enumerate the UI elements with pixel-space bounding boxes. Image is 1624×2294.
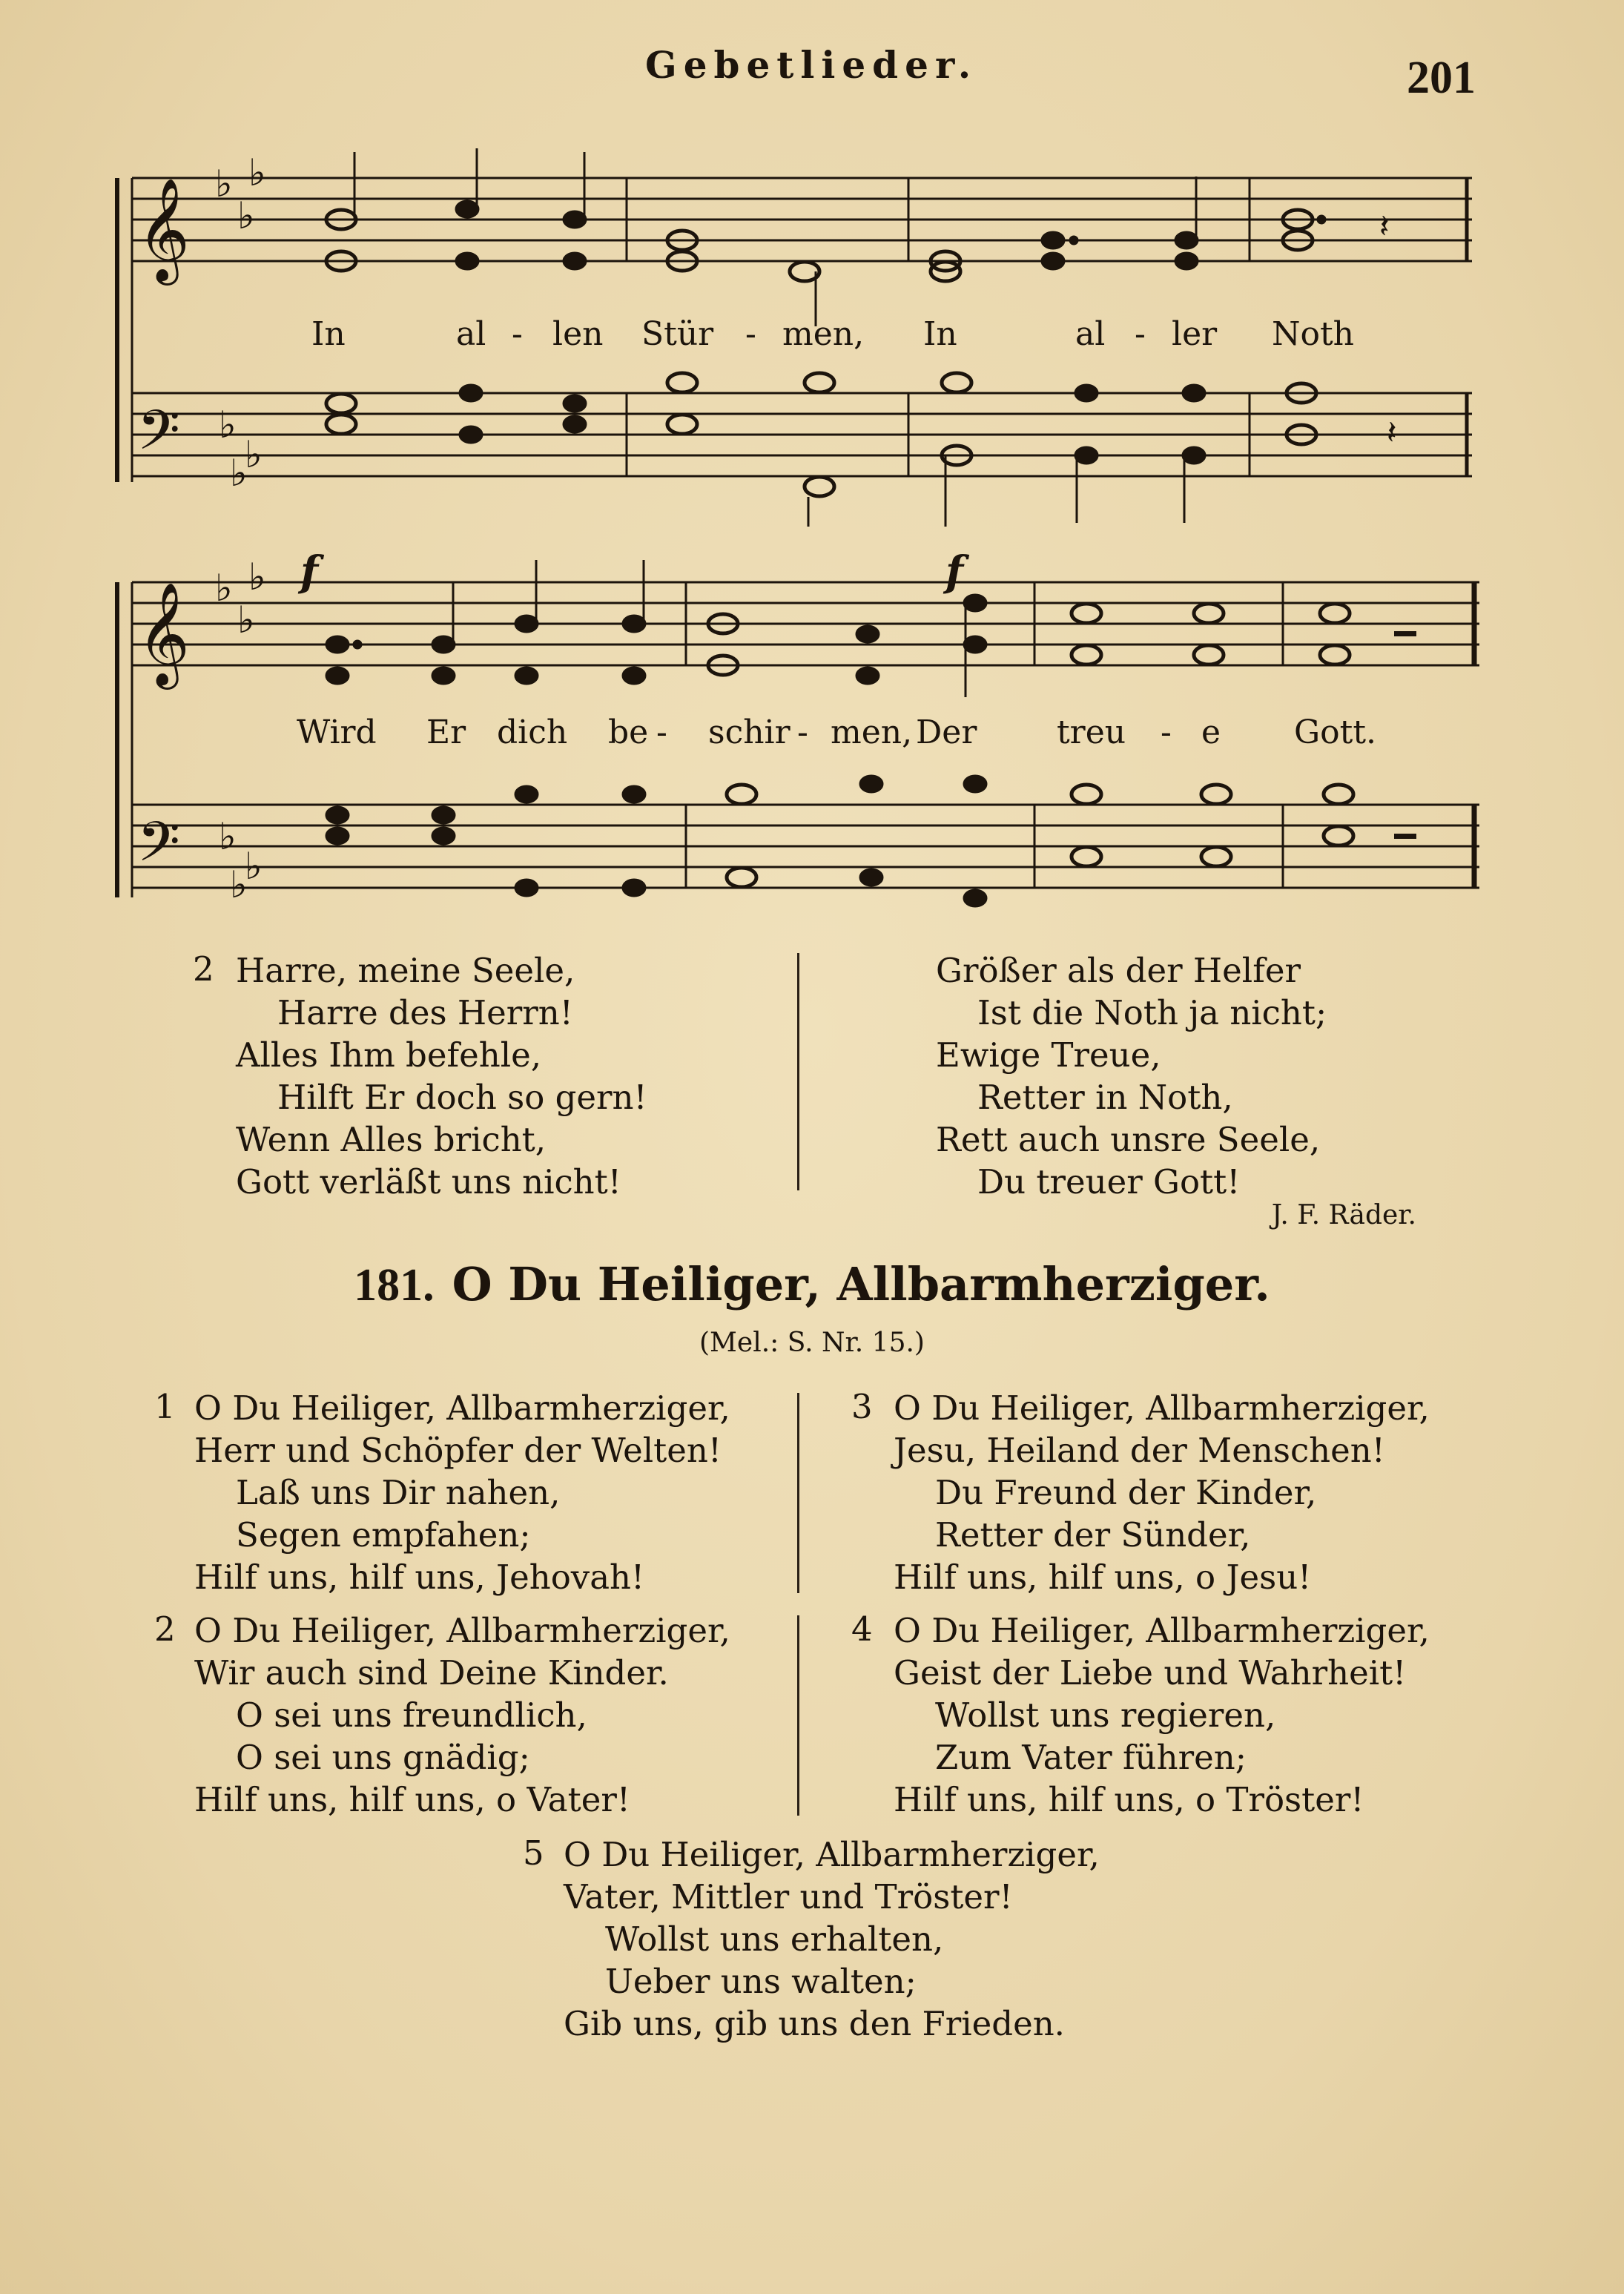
lyric-syllable: men, (831, 713, 913, 751)
verse-line: Du treuer Gott! (977, 1162, 1241, 1202)
verse-line: Laß uns Dir nahen, (236, 1473, 561, 1512)
verse-line: Gott verläßt uns nicht! (236, 1162, 621, 1202)
verse-line: Wollst uns erhalten, (605, 1919, 944, 1959)
page-number: 201 (1407, 53, 1476, 103)
lyric-syllable: men, (782, 315, 865, 353)
lyric-syllable: In (923, 315, 957, 353)
verse-number: 2 (193, 949, 214, 989)
verse-3 (894, 1387, 1430, 1598)
treble-clef-1: 𝄞 (137, 178, 190, 281)
verse-line: O sei uns gnädig; (236, 1738, 530, 1777)
column-divider (797, 1393, 799, 1593)
lyric-syllable: Der (916, 713, 977, 751)
hymn-title (0, 1257, 1624, 1312)
verse-line: O Du Heiliger, Allbarmherziger, (894, 1611, 1430, 1650)
verse-line: O Du Heiliger, Allbarmherziger, (564, 1835, 1100, 1874)
verse-5 (564, 1833, 1100, 2045)
verse-line: Ueber uns walten; (605, 1962, 917, 2001)
lyric-syllable: al (1075, 315, 1106, 353)
verse-line: Hilf uns, hilf uns, Jehovah! (194, 1558, 645, 1597)
verse-line: Vater, Mittler und Tröster! (564, 1877, 1013, 1916)
lyric-syllable: schir (708, 713, 790, 751)
svg-text:𝄽: 𝄽 (1379, 208, 1390, 245)
staff-treble-1 (132, 178, 1472, 261)
svg-text:♭: ♭ (248, 556, 266, 599)
verse-line: Geist der Liebe und Wahrheit! (894, 1653, 1407, 1693)
svg-text:♭: ♭ (230, 863, 248, 906)
verse-line: Ist die Noth ja nicht; (977, 993, 1327, 1032)
verse-line: Wollst uns regieren, (935, 1695, 1276, 1735)
lyric-syllable: e (1201, 713, 1221, 751)
verse-number: 5 (523, 1833, 544, 1873)
svg-text:♭: ♭ (237, 599, 255, 642)
treble-clef-2: 𝄞 (137, 582, 190, 685)
verse-line: Zum Vater führen; (935, 1738, 1247, 1777)
lyric-syllable: - (512, 315, 523, 353)
verse-number: 3 (851, 1387, 873, 1426)
bass-clef-2: 𝄢 (137, 810, 180, 888)
verse-line: Hilf uns, hilf uns, o Tröster! (894, 1780, 1364, 1819)
verse-line: Retter in Noth, (977, 1078, 1233, 1117)
lyric-syllable: treu (1057, 713, 1126, 751)
verse-line: Hilf uns, hilf uns, o Vater! (194, 1780, 630, 1819)
verse-line: Harre des Herrn! (277, 993, 573, 1032)
svg-text:♭: ♭ (245, 433, 263, 476)
lyric-syllable: - (656, 713, 667, 751)
verse-2-right-column (936, 949, 1327, 1203)
column-divider (797, 953, 799, 1190)
lyric-syllable: Wird (297, 713, 377, 751)
verse-line: Hilf uns, hilf uns, o Jesu! (894, 1558, 1312, 1597)
verse-line: Segen empfahen; (236, 1515, 531, 1555)
verse-2-left-column (236, 949, 647, 1203)
music-score (0, 0, 1624, 927)
bass-clef-1: 𝄢 (137, 398, 180, 476)
column-divider (797, 1615, 799, 1816)
verse-line: Ewige Treue, (936, 1035, 1161, 1075)
verse-line: Alles Ihm befehle, (236, 1035, 542, 1075)
svg-text:♭: ♭ (230, 452, 248, 495)
verse-4 (894, 1609, 1430, 1821)
lyric-syllable: be (608, 713, 649, 751)
verse-number: 4 (851, 1609, 873, 1649)
hymn-number: 181. (354, 1260, 435, 1311)
svg-text:𝄽: 𝄽 (1387, 414, 1397, 452)
verse-line: O Du Heiliger, Allbarmherziger, (894, 1388, 1430, 1428)
verse-number: 1 (154, 1387, 176, 1426)
svg-text:♭: ♭ (215, 567, 233, 610)
running-head: Gebetlieder. (645, 43, 978, 87)
verse-line: Größer als der Helfer (936, 951, 1301, 990)
verse-line: O Du Heiliger, Allbarmherziger, (194, 1611, 730, 1650)
verse-number: 2 (154, 1609, 176, 1649)
verse-line: Harre, meine Seele, (236, 951, 575, 990)
svg-text:♭: ♭ (237, 194, 255, 237)
verse-line: Herr und Schöpfer der Welten! (194, 1431, 722, 1470)
melody-reference: (Mel.: S. Nr. 15.) (699, 1328, 925, 1358)
lyric-syllable: dich (497, 713, 568, 751)
lyric-syllable: len (552, 315, 604, 353)
verse-2 (194, 1609, 730, 1821)
verse-line: Hilft Er doch so gern! (277, 1078, 647, 1117)
lyric-syllable: al (456, 315, 486, 353)
svg-text:♭: ♭ (215, 162, 233, 205)
hymn-title-text: O Du Heiliger, Allbarmherziger. (452, 1257, 1270, 1311)
lyric-syllable: Gott. (1294, 713, 1376, 751)
svg-text:♭: ♭ (248, 151, 266, 194)
lyric-syllable: Noth (1272, 315, 1355, 353)
verse-line: Wir auch sind Deine Kinder. (194, 1653, 669, 1693)
verse-line: O Du Heiliger, Allbarmherziger, (194, 1388, 730, 1428)
dynamic-marking: f (945, 547, 964, 596)
lyric-syllable: Er (426, 713, 466, 751)
svg-text:♭: ♭ (245, 845, 263, 888)
verse-line: Jesu, Heiland der Menschen! (894, 1431, 1385, 1470)
lyric-syllable: - (1135, 315, 1146, 353)
lyric-syllable: ler (1172, 315, 1218, 353)
svg-text:♭: ♭ (219, 815, 237, 858)
dynamic-marking: f (300, 547, 319, 596)
verse-line: O sei uns freundlich, (236, 1695, 587, 1735)
lyric-syllable: - (797, 713, 808, 751)
verse-line: Gib uns, gib uns den Frieden. (564, 2004, 1065, 2043)
staff-bass-1 (132, 393, 1472, 476)
lyric-syllable: - (745, 315, 756, 353)
svg-text:♭: ♭ (219, 403, 237, 446)
verse-line: Wenn Alles bricht, (236, 1120, 547, 1159)
verse-line: Rett auch unsre Seele, (936, 1120, 1321, 1159)
author-attribution: J. F. Räder. (1271, 1200, 1416, 1230)
verse-line: Retter der Sünder, (935, 1515, 1251, 1555)
verse-1 (194, 1387, 730, 1598)
verse-line: Du Freund der Kinder, (935, 1473, 1317, 1512)
lyric-syllable: Stür (641, 315, 714, 353)
lyric-syllable: In (311, 315, 346, 353)
lyric-syllable: - (1161, 713, 1172, 751)
